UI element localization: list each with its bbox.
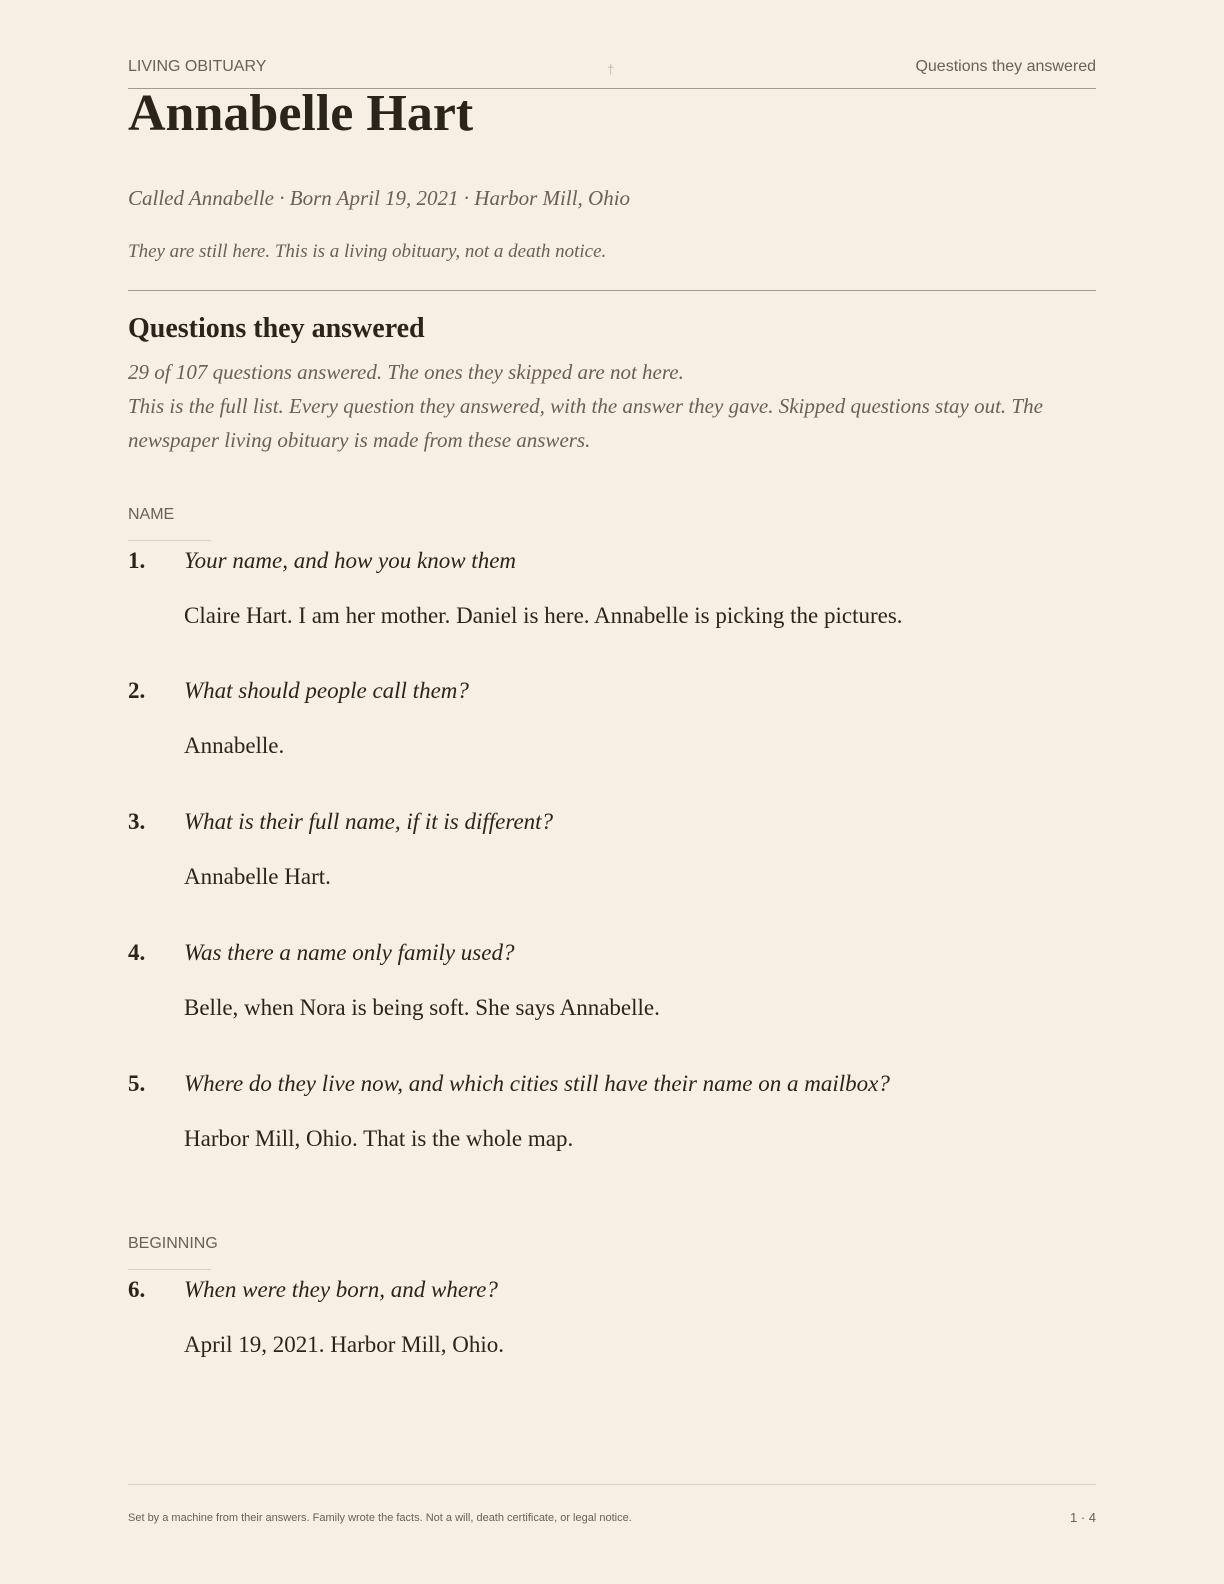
answer-text: Annabelle.: [184, 733, 285, 758]
group-divider: [128, 540, 211, 541]
question-number: 5.: [128, 1071, 146, 1096]
question-text: What is their full name, if it is different?: [184, 809, 554, 834]
answered-count: 29 of 107 questions answered. The ones they skipped are not here.: [128, 360, 684, 384]
footer-disclaimer: Set by a machine from their answers. Family wrote the facts. Not a will, death certificate, or legal notice.: [128, 1512, 632, 1524]
answer-text: Annabelle Hart.: [184, 864, 331, 889]
question-number: 3.: [128, 809, 146, 834]
group-label-beginning: BEGINNING: [128, 1235, 218, 1252]
obituary-page: [128, 0, 1096, 1584]
answer-text: Claire Hart. I am her mother. Daniel is here. Annabelle is picking the pictures.: [184, 603, 903, 628]
answer-text: April 19, 2021. Harbor Mill, Ohio.: [184, 1332, 505, 1357]
section-intro: [128, 355, 1096, 457]
answer-text: Belle, when Nora is being soft. She says Annabelle.: [184, 995, 660, 1020]
question-text: Was there a name only family used?: [184, 940, 515, 965]
question-text: Where do they live now, and which cities still have their name on a mailbox?: [184, 1071, 890, 1096]
footer-divider: [128, 1484, 1096, 1485]
question-number: 4.: [128, 940, 146, 965]
section-description: This is the full list. Every question they answered, with the answer they gave. Skipped questions stay out. The newspaper living obituary is made from these answers.: [128, 394, 1043, 452]
page-number: 1 · 4: [1069, 1510, 1096, 1525]
question-number: 2.: [128, 678, 146, 703]
person-subline: Called Annabelle · Born April 19, 2021 · Harbor Mill, Ohio: [128, 186, 631, 210]
group-label-name: NAME: [128, 506, 175, 523]
group-divider: [128, 1269, 211, 1270]
running-head-label: LIVING OBITUARY: [128, 58, 267, 75]
person-name: Annabelle Hart: [128, 85, 474, 142]
header-divider: [128, 290, 1096, 291]
running-head-section: Questions they answered: [915, 58, 1096, 75]
question-text: When were they born, and where?: [184, 1277, 498, 1302]
section-title: Questions they answered: [128, 313, 425, 344]
answer-text: Harbor Mill, Ohio. That is the whole map.: [184, 1126, 574, 1151]
question-text: What should people call them?: [184, 678, 469, 703]
cross-icon: †: [607, 62, 615, 77]
living-notice: They are still here. This is a living obituary, not a death notice.: [128, 241, 607, 262]
question-number: 1.: [128, 548, 146, 573]
question-text: Your name, and how you know them: [184, 548, 517, 573]
question-number: 6.: [128, 1277, 146, 1302]
